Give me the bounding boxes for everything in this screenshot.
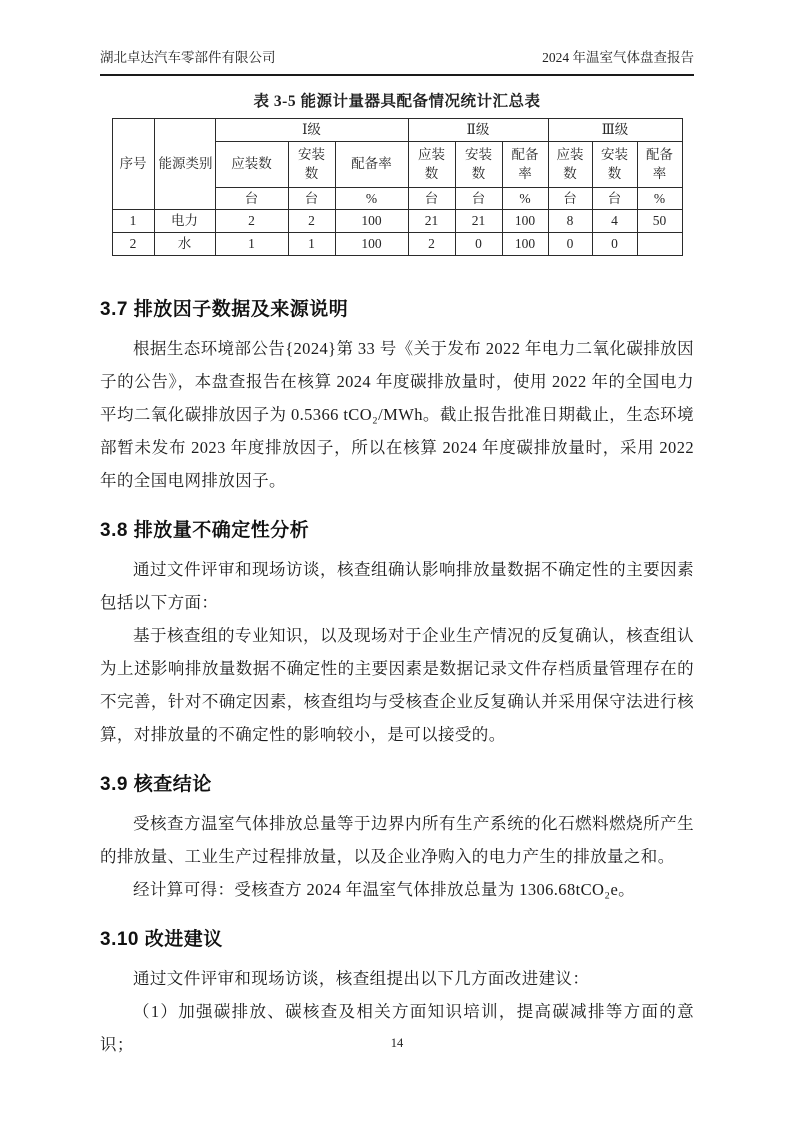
header-company-name: 湖北卓达汽车零部件有限公司 bbox=[100, 50, 276, 65]
data-cell: 4 bbox=[592, 210, 637, 233]
col-header-rate: 配备率 bbox=[335, 141, 408, 187]
col-header-rate: 配备率 bbox=[637, 141, 682, 187]
unit-cell: 台 bbox=[288, 187, 335, 210]
data-cell: 100 bbox=[335, 233, 408, 256]
paragraph: （1）加强碳排放、碳核查及相关方面知识培训，提高碳减排等方面的意识； bbox=[100, 1002, 694, 1055]
col-header-energy-type: 能源类别 bbox=[154, 119, 215, 210]
paragraph: 基于核查组的专业知识，以及现场对于企业生产情况的反复确认，核查组认为上述影响排放量数据不确定性的主要因素是数据记录文件存档质量管理存在的不完善，针对不确定因素，核查组均与受核查企业反复确认并采用保守法进行核算，对排放量的不确定性的影响较小，是可以接受的。 bbox=[100, 626, 694, 745]
unit-cell: % bbox=[637, 187, 682, 210]
col-header-required: 应装数 bbox=[215, 141, 288, 187]
table-row-electricity bbox=[112, 210, 682, 233]
section-heading: 3.9 核查结论 bbox=[100, 774, 212, 796]
data-cell: 1 bbox=[288, 233, 335, 256]
data-cell: 2 bbox=[408, 233, 455, 256]
data-cell: 21 bbox=[408, 210, 455, 233]
unit-cell: 台 bbox=[548, 187, 592, 210]
group-header-level3: Ⅲ级 bbox=[548, 119, 682, 142]
header-report-title: 2024 年温室气体盘查报告 bbox=[542, 50, 694, 65]
data-cell: 0 bbox=[548, 233, 592, 256]
page-header bbox=[100, 46, 694, 76]
section-3-7 bbox=[100, 294, 694, 497]
paragraph: 经计算可得：受核查方 2024 年温室气体排放总量为 1306.68tCO₂e。 bbox=[133, 880, 636, 900]
group-header-level2: Ⅱ级 bbox=[408, 119, 548, 142]
section-heading: 3.7 排放因子数据及来源说明 bbox=[100, 299, 349, 321]
data-cell: 21 bbox=[455, 210, 502, 233]
data-cell: 1 bbox=[215, 233, 288, 256]
energy-type-cell: 电力 bbox=[154, 210, 215, 233]
col-header-rate: 配备率 bbox=[502, 141, 548, 187]
unit-cell: % bbox=[502, 187, 548, 210]
data-cell: 2 bbox=[288, 210, 335, 233]
table-row-water bbox=[112, 233, 682, 256]
data-cell: 2 bbox=[215, 210, 288, 233]
unit-cell: 台 bbox=[592, 187, 637, 210]
group-header-level1: Ⅰ级 bbox=[215, 119, 408, 142]
paragraph: 通过文件评审和现场访谈，核查组确认影响排放量数据不确定性的主要因素包括以下方面： bbox=[100, 560, 694, 613]
seq-cell: 1 bbox=[112, 210, 154, 233]
data-cell: 8 bbox=[548, 210, 592, 233]
data-cell bbox=[637, 233, 682, 256]
col-header-required: 应装数 bbox=[548, 141, 592, 187]
unit-cell: 台 bbox=[215, 187, 288, 210]
col-header-seq: 序号 bbox=[112, 119, 154, 210]
col-header-installed: 安装数 bbox=[592, 141, 637, 187]
table-title: 表 3-5 能源计量器具配备情况统计汇总表 bbox=[253, 93, 541, 110]
section-3-9 bbox=[100, 769, 694, 906]
data-cell: 50 bbox=[637, 210, 682, 233]
col-header-installed: 安装数 bbox=[288, 141, 335, 187]
paragraph: 根据生态环境部公告{2024}第 33 号《关于发布 2022 年电力二氧化碳排放因子的公告》，本盘查报告在核算 2024 年度碳排放量时，使用 2022 年的全国电力平均二氧化碳排放因子为 0.5366 tCO₂/MWh。截止报告批准日期截止，生态环境部暂未发布 2023 年度排放因子，所以在核算 2024 年度碳排放量时，采用 2022 年的全国电网排放因子。 bbox=[100, 339, 694, 491]
unit-cell: 台 bbox=[455, 187, 502, 210]
section-3-8 bbox=[100, 515, 694, 751]
section-heading: 3.8 排放量不确定性分析 bbox=[100, 520, 310, 542]
energy-metering-table bbox=[112, 118, 683, 256]
unit-cell: % bbox=[335, 187, 408, 210]
paragraph: 受核查方温室气体排放总量等于边界内所有生产系统的化石燃料燃烧所产生的排放量、工业生产过程排放量，以及企业净购入的电力产生的排放量之和。 bbox=[100, 814, 694, 867]
data-cell: 100 bbox=[502, 210, 548, 233]
energy-type-cell: 水 bbox=[154, 233, 215, 256]
col-header-installed: 安装数 bbox=[455, 141, 502, 187]
page-number: 14 bbox=[390, 1036, 404, 1050]
section-heading: 3.10 改进建议 bbox=[100, 929, 223, 951]
data-cell: 100 bbox=[335, 210, 408, 233]
paragraph: 通过文件评审和现场访谈，核查组提出以下几方面改进建议： bbox=[133, 969, 590, 989]
data-cell: 100 bbox=[502, 233, 548, 256]
data-cell: 0 bbox=[592, 233, 637, 256]
col-header-required: 应装数 bbox=[408, 141, 455, 187]
unit-cell: 台 bbox=[408, 187, 455, 210]
seq-cell: 2 bbox=[112, 233, 154, 256]
data-cell: 0 bbox=[455, 233, 502, 256]
